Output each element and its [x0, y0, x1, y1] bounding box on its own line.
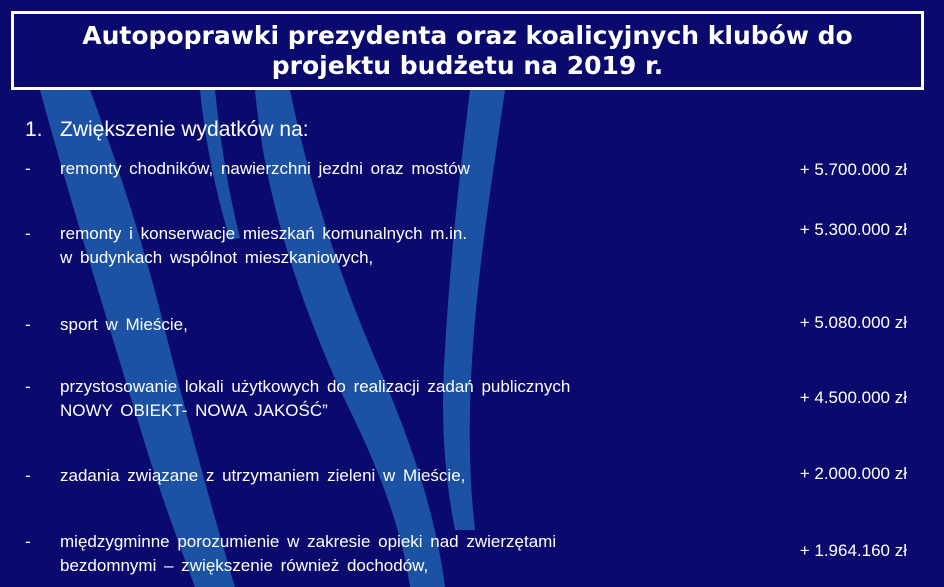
title-line-1: Autopoprawki prezydenta oraz koalicyjnych klubów do — [82, 20, 853, 50]
list-item-line: w budynkach wspólnot mieszkaniowych, — [60, 248, 374, 267]
list-item-text — [60, 157, 470, 181]
list-bullet: - — [25, 315, 31, 334]
list-item-text — [60, 313, 188, 337]
list-item-line: bezdomnymi – zwiększenie również dochodów, — [60, 556, 429, 575]
list-item-line: sport w Mieście, — [60, 315, 188, 334]
item-amount: + 2.000.000 zł — [799, 464, 907, 483]
list-bullet: - — [25, 466, 31, 485]
list-item-text — [60, 464, 465, 488]
section-heading — [25, 118, 309, 142]
item-amount: + 5.300.000 zł — [799, 220, 907, 239]
item-amount: + 5.700.000 zł — [799, 160, 907, 179]
list-item-line: zadania związane z utrzymaniem zieleni w Mieście, — [60, 466, 466, 485]
section-number: 1. — [25, 118, 43, 141]
list-item-line: remonty chodników, nawierzchni jezdni oraz mostów — [60, 159, 470, 178]
list-item-text — [60, 530, 556, 578]
title-box — [11, 11, 924, 90]
list-bullet: - — [25, 377, 31, 396]
list-bullet: - — [25, 224, 31, 243]
item-amount: + 5.080.000 zł — [799, 313, 907, 332]
section-heading-text: Zwiększenie wydatków na: — [60, 118, 309, 141]
item-amount: + 4.500.000 zł — [799, 388, 907, 407]
list-item-text — [60, 375, 570, 423]
list-bullet: - — [25, 159, 31, 178]
list-item-line: remonty i konserwacje mieszkań komunalnych m.in. — [60, 224, 468, 243]
list-item-line: NOWY OBIEKT- NOWA JAKOŚĆ” — [60, 401, 328, 420]
list-item-text — [60, 222, 467, 270]
item-amount: + 1.964.160 zł — [799, 541, 907, 560]
list-bullet: - — [25, 532, 31, 551]
list-item-line: przystosowanie lokali użytkowych do realizacji zadań publicznych — [60, 377, 571, 396]
title-line-2: projektu budżetu na 2019 r. — [271, 50, 664, 80]
list-item-line: międzygminne porozumienie w zakresie opieki nad zwierzętami — [60, 532, 557, 551]
